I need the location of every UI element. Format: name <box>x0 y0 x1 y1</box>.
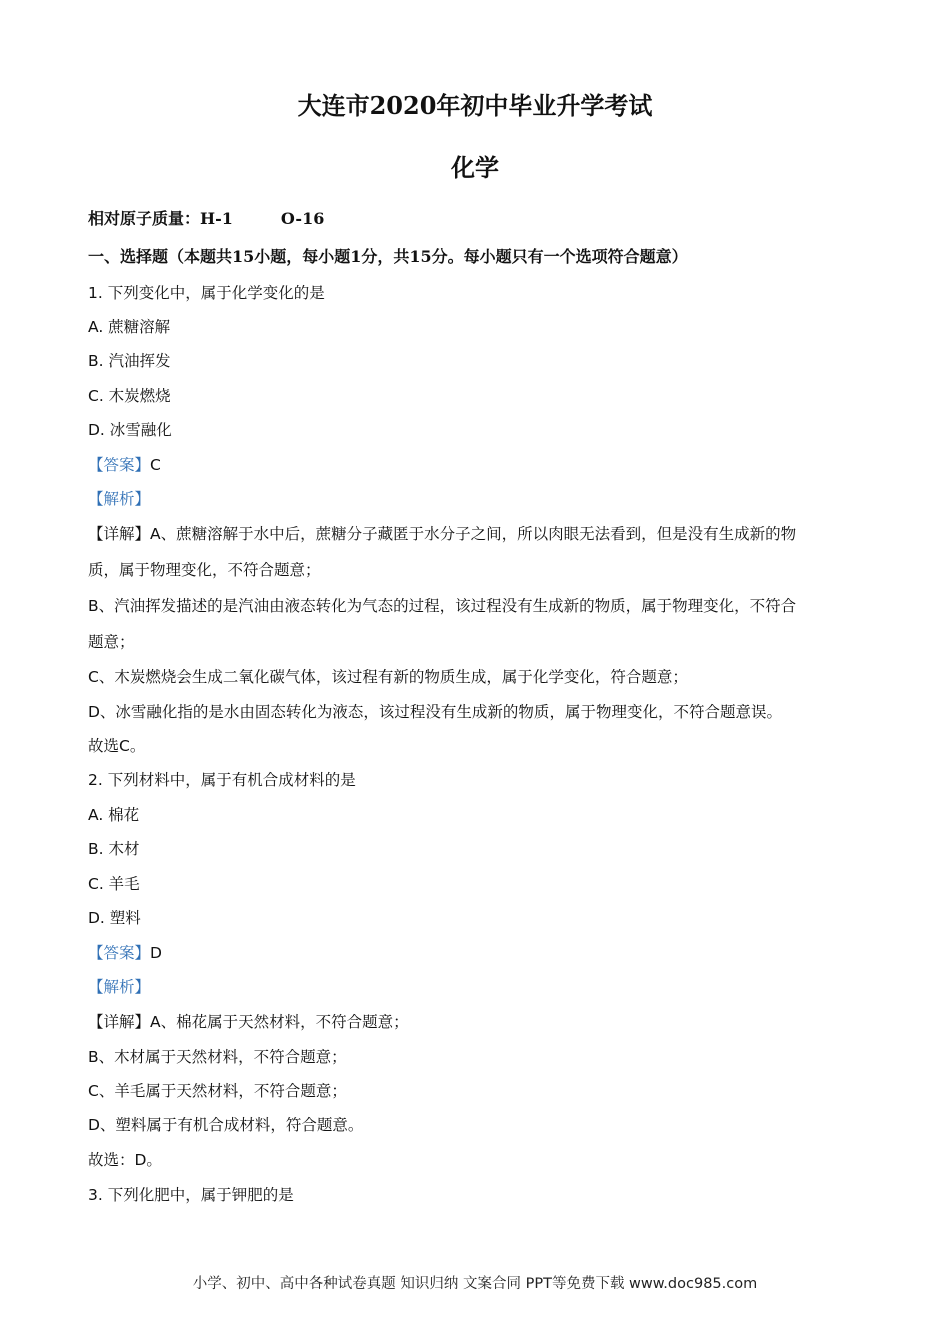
answer-line <box>88 941 878 963</box>
detail-line: B、木材属于天然材料，不符合题意； <box>88 1048 347 1066</box>
detail-line: C、木炭燃烧会生成二氧化碳气体，该过程有新的物质生成，属于化学变化，符合题意； <box>88 668 688 686</box>
detail-line: 题意； <box>88 633 135 651</box>
analysis-tag: 【解析】 <box>88 978 151 996</box>
answer-value: D <box>150 944 162 962</box>
detail-line <box>88 522 878 544</box>
answer-line <box>88 453 878 475</box>
option-c: C. 羊毛 <box>88 875 140 893</box>
detail-line: C、羊毛属于天然材料，不符合题意； <box>88 1082 347 1100</box>
option-a: A. 蔗糖溶解 <box>88 318 171 336</box>
detail-line: B、汽油挥发描述的是汽油由液态转化为气态的过程，该过程没有生成新的物质，属于物理变化，不符合 <box>88 597 797 615</box>
exam-title: 大连市2020年初中毕业升学考试 <box>297 91 653 120</box>
conclusion-line: 故选：D。 <box>88 1151 162 1169</box>
answer-value: C <box>150 456 161 474</box>
atomic-mass-label: 相对原子质量：H-1 <box>88 209 233 228</box>
section-heading: 一、选择题（本题共15小题，每小题1分，共15分。每小题只有一个选项符合题意） <box>88 247 688 266</box>
footer-watermark: 小学、初中、高中各种试卷真题 知识归纳 文案合同 PPT等免费下载 www.doc985.com <box>192 1276 758 1292</box>
answer-tag: 【答案】 <box>88 944 151 962</box>
option-b: B. 木材 <box>88 840 140 858</box>
detail-line: 质，属于物理变化，不符合题意； <box>88 561 321 579</box>
detail-text: A、蔗糖溶解于水中后，蔗糖分子藏匿于水分子之间，所以肉眼无法看到，但是没有生成新的物 <box>150 525 797 543</box>
detail-line: D、冰雪融化指的是水由固态转化为液态，该过程没有生成新的物质，属于物理变化，不符合题意误。 <box>88 703 782 721</box>
option-d: D. 塑料 <box>88 909 141 927</box>
detail-line <box>88 1010 878 1032</box>
question-stem: 2. 下列材料中，属于有机合成材料的是 <box>88 771 356 789</box>
option-c: C. 木炭燃烧 <box>88 387 171 405</box>
answer-tag: 【答案】 <box>88 456 151 474</box>
option-d: D. 冰雪融化 <box>88 421 172 439</box>
detail-tag: 【详解】 <box>88 525 151 543</box>
atomic-mass-line <box>88 206 878 229</box>
detail-text: A、棉花属于天然材料，不符合题意； <box>150 1013 409 1031</box>
detail-tag: 【详解】 <box>88 1013 151 1031</box>
question-stem: 1. 下列变化中，属于化学变化的是 <box>88 284 325 302</box>
question-stem: 3. 下列化肥中，属于钾肥的是 <box>88 1186 294 1204</box>
subject-title: 化学 <box>451 153 499 182</box>
detail-line: D、塑料属于有机合成材料，符合题意。 <box>88 1116 364 1134</box>
option-b: B. 汽油挥发 <box>88 352 171 370</box>
analysis-tag: 【解析】 <box>88 490 151 508</box>
atomic-mass-o: O-16 <box>280 209 325 228</box>
option-a: A. 棉花 <box>88 806 140 824</box>
conclusion-line: 故选C。 <box>88 737 146 755</box>
